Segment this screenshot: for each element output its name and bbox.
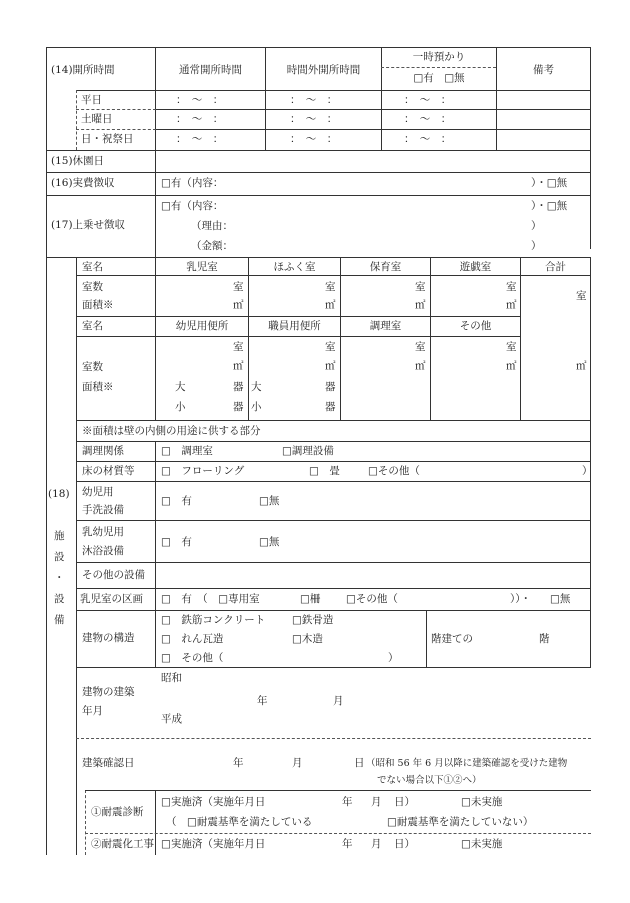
unit-area: ㎡ <box>415 360 426 372</box>
unit-area: ㎡ <box>506 299 517 311</box>
confirm-note: でない場合以下①②へ） <box>377 775 482 786</box>
seismic-diagnosis-day: 日） <box>394 796 415 808</box>
unit-area: ㎡ <box>233 360 244 372</box>
seismic-work-month: 月 <box>371 838 382 850</box>
unit-area: ㎡ <box>325 360 336 372</box>
toilet-vessel-unit: 器 <box>325 401 336 413</box>
unit-room: 室 <box>233 341 244 353</box>
bath-yes-option[interactable]: □ 有 <box>161 536 192 548</box>
seismic-diagnosis-done-option[interactable]: □実施済（実施年月日 <box>161 796 266 808</box>
toilet-vessel-unit: 器 <box>233 381 244 393</box>
bath-label: 沐浴設備 <box>82 545 124 557</box>
room-area-label-2: 面積※ <box>82 381 114 393</box>
surcharge-amount[interactable]: （金額： <box>191 240 233 252</box>
unit-room: 室 <box>325 281 336 293</box>
confirm-year-unit: 年 <box>233 757 244 769</box>
unit-room: 室 <box>506 281 517 293</box>
row-weekday: 平日 <box>81 94 102 106</box>
toilet-small-label: 小 <box>175 401 186 413</box>
surcharge-reason[interactable]: （理由： <box>191 220 233 232</box>
unit-area: ㎡ <box>415 299 426 311</box>
infant-area-other-option[interactable]: □その他（ <box>346 593 398 605</box>
facility-section-char: 設 <box>54 551 65 563</box>
facility-section-number: (18) <box>48 488 70 500</box>
structure-wood-option[interactable]: □木造 <box>292 633 323 645</box>
structure-other-option[interactable]: □ その他（ <box>161 652 224 664</box>
surcharge-reason-close: ） <box>531 220 542 232</box>
confirm-label: 建築確認日 <box>82 757 135 769</box>
unit-area: ㎡ <box>325 299 336 311</box>
handwash-yes-option[interactable]: □ 有 <box>161 495 192 507</box>
confirm-note: （昭和 56 年 6 月以降に建築確認を受けた建物 <box>366 758 568 769</box>
temp-care-options[interactable]: □有 □無 <box>413 72 465 84</box>
room-count-label: 室数 <box>82 281 103 293</box>
time-input[interactable]: ： 〜 ： <box>404 113 452 125</box>
infant-area-dedicated-option[interactable]: □ 有 （ □専用室 <box>161 593 260 605</box>
bath-label: 乳幼児用 <box>82 526 124 538</box>
room-crawling: ほふく室 <box>273 261 316 273</box>
seismic-work-label: ②耐震化工事 <box>91 838 154 850</box>
infant-area-close: ））・ <box>510 593 531 605</box>
room-other: その他 <box>459 320 492 332</box>
facility-section-char: 施 <box>54 530 65 542</box>
unit-room: 室 <box>415 341 426 353</box>
room-name-label: 室名 <box>82 261 103 273</box>
time-input[interactable]: ： 〜 ： <box>404 94 452 106</box>
other-equipment-label: その他の設備 <box>82 569 145 581</box>
toilet-large-label: 大 <box>251 381 262 393</box>
seismic-diagnosis-month: 月 <box>371 796 382 808</box>
confirm-month-unit: 月 <box>292 757 303 769</box>
unit-area: ㎡ <box>576 360 587 372</box>
seismic-diagnosis-label: ①耐震診断 <box>91 806 144 818</box>
unit-room: 室 <box>506 341 517 353</box>
built-label: 建物の建築 <box>82 686 135 698</box>
fee-label: (16)実費徴収 <box>51 177 115 189</box>
seismic-work-year: 年 <box>342 838 353 850</box>
unit-room: 室 <box>233 281 244 293</box>
time-input[interactable]: ： 〜 ： <box>176 94 224 106</box>
handwash-label: 幼児用 <box>82 486 114 498</box>
holiday-label: (15)休園日 <box>51 155 105 167</box>
structure-other-close: ） <box>388 652 399 664</box>
infant-area-fence-option[interactable]: □柵 <box>300 593 321 605</box>
room-kitchen: 調理室 <box>369 320 402 332</box>
infant-area-label: 乳児室の区画 <box>80 593 143 605</box>
room-child-toilet: 幼児用便所 <box>175 320 229 332</box>
seismic-diagnosis-not-done-option[interactable]: □未実施 <box>461 796 503 808</box>
toilet-small-label: 小 <box>251 401 262 413</box>
facility-section-char: 設 <box>54 593 65 605</box>
time-input[interactable]: ： 〜 ： <box>290 113 338 125</box>
structure-floors-label: 階建ての <box>431 633 473 645</box>
surcharge-no-option[interactable]: ）・□無 <box>531 200 568 212</box>
handwash-label: 手洗設備 <box>82 504 124 516</box>
seismic-fails-standard-option[interactable]: □耐震基準を満たしていない） <box>387 816 534 828</box>
unit-room: 室 <box>325 341 336 353</box>
built-year-unit: 年 <box>257 695 268 707</box>
col-normal-hours: 通常開所時間 <box>179 64 242 76</box>
time-input[interactable]: ： 〜 ： <box>290 133 338 145</box>
floor-flooring-option[interactable]: □ フローリング <box>161 465 245 477</box>
seismic-diagnosis-year: 年 <box>342 796 353 808</box>
room-total: 合計 <box>545 261 566 273</box>
hours-label: (14)開所時間 <box>51 64 115 76</box>
room-staff-toilet: 職員用便所 <box>268 320 321 332</box>
room-playroom: 遊戯室 <box>459 261 492 273</box>
cooking-room-option[interactable]: □ 調理室 <box>161 445 213 457</box>
time-input[interactable]: ： 〜 ： <box>290 94 338 106</box>
time-input[interactable]: ： 〜 ： <box>176 113 224 125</box>
surcharge-label: (17)上乗せ徴収 <box>51 219 126 231</box>
surcharge-amount-close: ） <box>531 240 542 252</box>
room-nursery: 保育室 <box>369 261 402 273</box>
floor-tatami-option[interactable]: □ 畳 <box>309 465 340 477</box>
area-note: ※面積は壁の内側の用途に供する部分 <box>82 425 261 437</box>
built-era-showa[interactable]: 昭和 <box>161 672 182 684</box>
row-saturday: 土曜日 <box>81 113 113 125</box>
room-count-label-2: 室数 <box>82 361 103 373</box>
col-temp-care: 一時預かり <box>412 51 466 63</box>
col-note: 備考 <box>533 64 554 76</box>
surcharge-yes-option[interactable]: □有（内容： <box>161 200 224 212</box>
floor-label: 床の材質等 <box>82 465 135 477</box>
col-after-hours: 時間外開所時間 <box>286 64 361 76</box>
infant-area-no-option[interactable]: □無 <box>550 593 571 605</box>
seismic-meets-standard-option[interactable]: （ □耐震基準を満たしている <box>166 816 313 828</box>
built-month-unit: 月 <box>333 695 344 707</box>
time-input[interactable]: ： 〜 ： <box>176 133 224 145</box>
facility-section-char: 備 <box>54 614 65 626</box>
structure-floor-unit: 階 <box>539 633 550 645</box>
toilet-vessel-unit: 器 <box>233 401 244 413</box>
room-area-label: 面積※ <box>82 299 114 311</box>
built-era-heisei[interactable]: 平成 <box>161 713 182 725</box>
cooking-equip-option[interactable]: □調理設備 <box>282 445 334 457</box>
unit-room: 室 <box>576 290 587 302</box>
structure-label: 建物の構造 <box>82 632 135 644</box>
room-infant: 乳児室 <box>186 261 218 273</box>
row-holiday: 日・祝祭日 <box>81 133 134 145</box>
time-input[interactable]: ： 〜 ： <box>404 133 452 145</box>
unit-room: 室 <box>415 281 426 293</box>
confirm-day-unit: 日 <box>354 757 365 769</box>
floor-other-close: ） <box>582 465 593 477</box>
bath-no-option[interactable]: □無 <box>259 536 280 548</box>
unit-area: ㎡ <box>506 360 517 372</box>
seismic-work-day: 日） <box>394 838 415 850</box>
fee-yes-option[interactable]: □有（内容： <box>161 177 224 189</box>
unit-area: ㎡ <box>233 299 244 311</box>
cooking-label: 調理関係 <box>82 445 124 457</box>
room-name-label-2: 室名 <box>82 320 103 332</box>
structure-steel-option[interactable]: □鉄骨造 <box>292 614 334 626</box>
fee-no-option[interactable]: ）・□無 <box>531 177 568 189</box>
floor-other-option[interactable]: □その他（ <box>368 465 420 477</box>
toilet-large-label: 大 <box>175 381 186 393</box>
toilet-vessel-unit: 器 <box>325 381 336 393</box>
seismic-work-done-option[interactable]: □実施済（実施年月日 <box>161 838 266 850</box>
handwash-no-option[interactable]: □無 <box>259 495 280 507</box>
seismic-work-not-done-option[interactable]: □未実施 <box>461 838 503 850</box>
facility-section-char: ・ <box>54 572 65 584</box>
built-label: 年月 <box>82 705 103 717</box>
structure-brick-option[interactable]: □ れん瓦造 <box>161 633 224 645</box>
structure-rc-option[interactable]: □ 鉄筋コンクリート <box>161 614 266 626</box>
